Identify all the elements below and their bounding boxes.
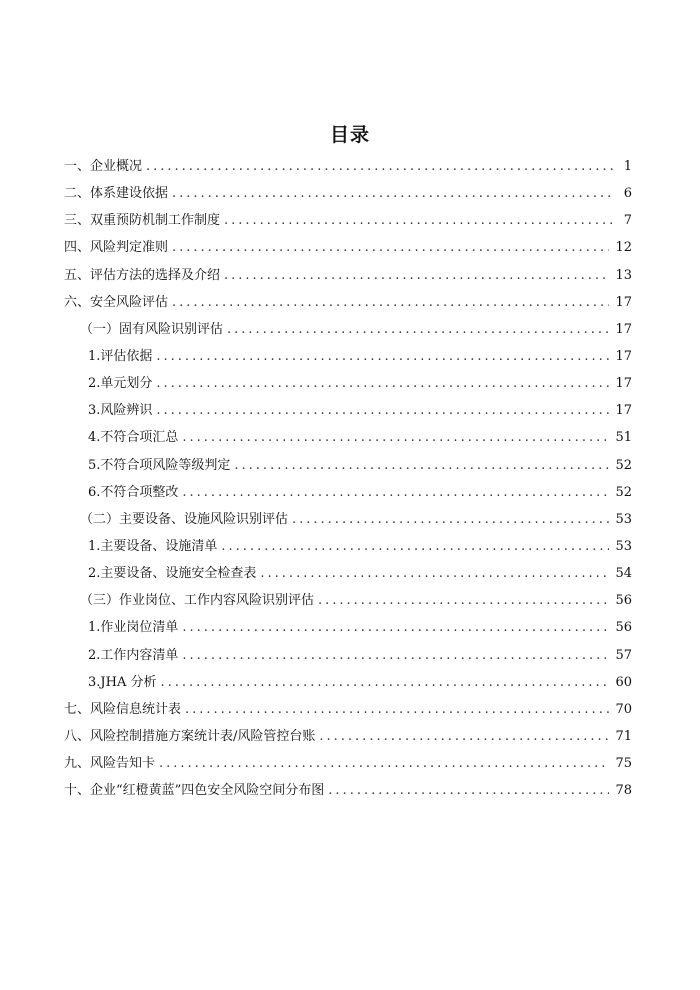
dot-leader — [172, 289, 609, 316]
toc-page-number: 12 — [615, 240, 632, 256]
dot-leader — [182, 479, 609, 506]
toc-entry[interactable] — [64, 153, 632, 180]
toc-entry[interactable] — [64, 180, 632, 207]
dot-leader — [182, 642, 609, 669]
toc-page-number: 17 — [615, 376, 632, 392]
toc-entry-title: 1.主要设备、设施清单 — [88, 538, 218, 554]
toc-entry-title: 3.风险辨识 — [88, 403, 153, 419]
toc-page-number: 56 — [615, 620, 632, 636]
toc-entry[interactable] — [64, 642, 632, 669]
toc-entry[interactable] — [64, 289, 632, 316]
dot-leader — [156, 343, 609, 370]
toc-page-number: 17 — [615, 321, 632, 337]
toc-entry-title: 4.不符合项汇总 — [88, 430, 179, 446]
toc-page-number: 7 — [623, 213, 632, 229]
toc-entry-title: 1.评估依据 — [88, 348, 153, 364]
dot-leader — [260, 560, 609, 587]
toc-page-number: 56 — [615, 593, 632, 609]
toc-page-number: 75 — [615, 756, 632, 772]
toc-entry-title: （三）作业岗位、工作内容风险识别评估 — [80, 593, 315, 609]
dot-leader — [182, 614, 609, 641]
toc-page-number: 60 — [615, 674, 632, 690]
toc-entry[interactable] — [64, 587, 632, 614]
toc-entry-title: 1.作业岗位清单 — [88, 620, 179, 636]
dot-leader — [172, 180, 614, 207]
toc-entry-title: 五、评估方法的选择及介绍 — [64, 267, 221, 283]
toc-page-number: 70 — [615, 701, 632, 717]
toc-entry[interactable] — [64, 316, 632, 343]
dot-leader — [185, 696, 609, 723]
dot-leader — [227, 316, 609, 343]
dot-leader — [182, 424, 609, 451]
table-of-contents — [64, 153, 632, 804]
toc-entry[interactable] — [64, 614, 632, 641]
dot-leader — [224, 207, 614, 234]
toc-page-number: 17 — [615, 403, 632, 419]
toc-entry-title: 二、体系建设依据 — [64, 186, 169, 202]
toc-entry[interactable] — [64, 506, 632, 533]
toc-entry[interactable] — [64, 750, 632, 777]
toc-page-number: 6 — [623, 186, 632, 202]
toc-entry-title: 九、风险告知卡 — [64, 756, 156, 772]
dot-leader — [319, 723, 609, 750]
toc-entry-title: 5.不符合项风险等级判定 — [88, 457, 231, 473]
dot-leader — [156, 397, 609, 424]
dot-leader — [156, 370, 609, 397]
toc-page-number: 51 — [615, 430, 632, 446]
toc-page-number: 54 — [615, 566, 632, 582]
toc-entry-title: （二）主要设备、设施风险识别评估 — [80, 511, 289, 527]
toc-entry[interactable] — [64, 262, 632, 289]
toc-entry-title: 3.JHA 分析 — [88, 674, 157, 690]
toc-entry[interactable] — [64, 560, 632, 587]
toc-page-number: 53 — [615, 511, 632, 527]
dot-leader — [292, 506, 609, 533]
toc-entry-title: 2.工作内容清单 — [88, 647, 179, 663]
toc-entry[interactable] — [64, 723, 632, 750]
toc-entry-title: 四、风险判定准则 — [64, 240, 169, 256]
dot-leader — [160, 669, 609, 696]
toc-entry[interactable] — [64, 669, 632, 696]
toc-entry[interactable] — [64, 397, 632, 424]
toc-page-number: 13 — [615, 267, 632, 283]
toc-entry[interactable] — [64, 479, 632, 506]
toc-entry-title: 一、企业概况 — [64, 159, 143, 174]
toc-entry[interactable] — [64, 370, 632, 397]
dot-leader — [224, 262, 609, 289]
toc-page-number: 52 — [615, 484, 632, 500]
dot-leader — [328, 777, 609, 804]
toc-entry-title: 2.单元划分 — [88, 376, 153, 392]
dot-leader — [234, 452, 609, 479]
toc-page-number: 1 — [623, 159, 632, 174]
dot-leader — [172, 234, 609, 261]
toc-entry[interactable] — [64, 696, 632, 723]
toc-page-number: 17 — [615, 348, 632, 364]
toc-page-number: 71 — [615, 728, 632, 744]
toc-page-number: 78 — [615, 783, 632, 799]
toc-entry-title: 六、安全风险评估 — [64, 294, 169, 310]
toc-page-number: 53 — [615, 538, 632, 554]
toc-entry-title: 2.主要设备、设施安全检查表 — [88, 566, 257, 582]
dot-leader — [159, 750, 609, 777]
toc-entry[interactable] — [64, 207, 632, 234]
toc-entry-title: （一）固有风险识别评估 — [80, 321, 224, 337]
toc-page-number: 57 — [615, 647, 632, 663]
toc-entry-title: 十、企业“红橙黄蓝”四色安全风险空间分布图 — [64, 783, 325, 799]
toc-entry-title: 三、双重预防机制工作制度 — [64, 213, 221, 229]
toc-page-number: 52 — [615, 457, 632, 473]
toc-entry[interactable] — [64, 452, 632, 479]
toc-entry[interactable] — [64, 777, 632, 804]
toc-entry-title: 八、风险控制措施方案统计表/风险管控台账 — [64, 728, 316, 744]
toc-entry[interactable] — [64, 424, 632, 451]
toc-entry[interactable] — [64, 533, 632, 560]
toc-entry-title: 七、风险信息统计表 — [64, 701, 182, 717]
toc-page-number: 17 — [615, 294, 632, 310]
toc-entry[interactable] — [64, 234, 632, 261]
toc-entry[interactable] — [64, 343, 632, 370]
toc-entry-title: 6.不符合项整改 — [88, 484, 179, 500]
dot-leader — [221, 533, 609, 560]
dot-leader — [318, 587, 609, 614]
page-title: 目录 — [329, 124, 370, 146]
dot-leader — [146, 153, 614, 180]
